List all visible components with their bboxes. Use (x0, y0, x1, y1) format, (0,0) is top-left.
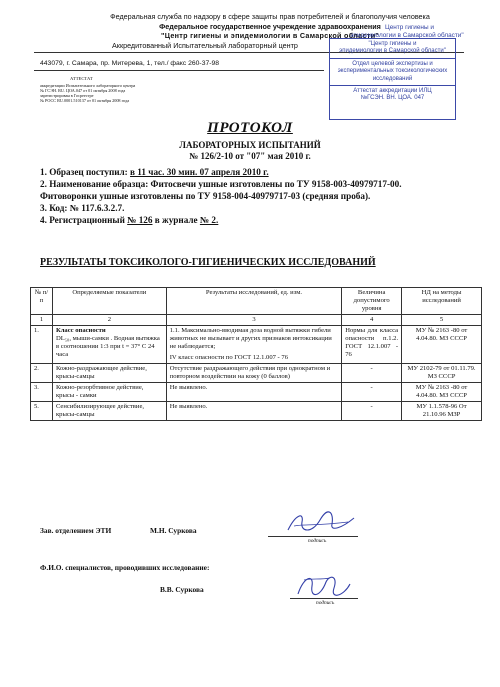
stamp-rule (330, 58, 455, 59)
stamp-overlay-line1: Центр гигиены и (385, 24, 434, 31)
head-name: М.Н. Суркова (150, 526, 197, 535)
table-header-row (31, 288, 482, 315)
stamp-line4: экспериментальных токсикологических (337, 68, 448, 75)
info-registration (40, 214, 480, 226)
info-item1-value: в 11 час. 30 мин. 07 апреля 2010 г. (130, 167, 269, 177)
col-header-num: № п/п (31, 288, 53, 315)
row-indicator-bold: Класс опасности (55, 327, 106, 334)
stamp-line6: Аттестат аккредитации ИЛЦ (353, 88, 432, 95)
row-number: 2. (31, 364, 53, 383)
col-number: 3 (166, 315, 341, 326)
row-method: МУ 2102-79 от 01.11.79. МЗ СССР (402, 364, 482, 383)
protocol-number: № 126/2-10 от "07" мая 2010 г. (189, 151, 311, 161)
col-number: 5 (402, 315, 482, 326)
signature-word-2: подпись (316, 600, 335, 606)
stamp-rule-2 (330, 85, 455, 86)
row-result (166, 326, 341, 364)
info-sample-name-2: Фитоворонки ушные изготовлены по ТУ 9158-004-40979717-03 (средняя проба). (40, 191, 371, 201)
results-title: РЕЗУЛЬТАТЫ ТОКСИКОЛОГО-ГИГИЕНИЧЕСКИХ ИССЛЕДОВАНИЙ (40, 257, 376, 268)
info-item4-label: 4. Регистрационный (40, 215, 128, 225)
row-method: МУ № 2163 -80 от 4.04.80. МЗ СССР (402, 383, 482, 402)
table-row (31, 364, 482, 383)
attestat-line1: аккредитации Испытательного лабораторного центра (40, 83, 136, 88)
info-sample-name: 2. Наименование образца: Фитосвечи ушные изготовлены по ТУ 9158-003-40979717-00. (40, 179, 402, 189)
signature-word-1: подпись (308, 538, 327, 544)
results-table (30, 287, 482, 421)
info-item4-value2: № 2. (199, 215, 219, 225)
staff-label: Ф.И.О. специалистов, проводивших исследование: (40, 563, 210, 572)
table-row (31, 383, 482, 402)
protocol-subtitle: ЛАБОРАТОРНЫХ ИСПЫТАНИЙ (179, 140, 321, 150)
row-method: МУ 1.1.578-96 От 21.10.96 МЗР (402, 402, 482, 421)
attestat-line3: зарегистрирован в Госреестре (40, 93, 94, 98)
stamp-line1: "Центр гигиены и (368, 41, 417, 47)
row-indicator (52, 326, 166, 364)
signature-line-1 (268, 536, 358, 537)
row-result: Отсутствие раздражающего действия при однократном и повторном воздействии на кожу (0 баллов) (166, 364, 341, 383)
staff-name: В.В. Суркова (160, 585, 204, 594)
row-result: Не выявлено. (166, 383, 341, 402)
row-indicator-rest: DL₅₀, мыши-самки . Водная вытяжка в соотношении 1:3 при t = 37° С 24 часа (55, 335, 160, 358)
signature-1-image (282, 508, 360, 538)
info-item1-label: 1. Образец поступил: (40, 167, 128, 177)
address-divider (34, 70, 324, 71)
header-institution: Федеральное государственное учреждение здравоохранения (159, 22, 381, 31)
col-header-indicator: Определяемые показатели (52, 288, 166, 315)
header-center: "Центр гигиены и эпидемиологии в Самарской области" (161, 31, 379, 40)
row-indicator: Сенсибилизирующее действие, крысы-самцы (52, 402, 166, 421)
table-number-row (31, 315, 482, 326)
stamp-line5: исследований (372, 75, 413, 82)
table-row (31, 402, 482, 421)
col-header-norm: Величина допустимого уровня (342, 288, 402, 315)
stamp-overlay-line2: эпидемиологии в Самарской области" (350, 32, 464, 39)
col-number: 2 (52, 315, 166, 326)
row-norm: - (342, 383, 402, 402)
info-item4-value1: № 126 (127, 215, 153, 225)
stamp-line3: Отдел целевой экспертизы и (352, 60, 433, 67)
protocol-title: ПРОТОКОЛ (207, 120, 293, 136)
row-norm: Нормы для класса опасности п.1.2. ГОСТ 12.1.007 - 76 (342, 326, 402, 364)
header-agency: Федеральная служба по надзору в сфере защиты прав потребителей и благополучия человека (110, 12, 430, 21)
row-norm: - (342, 402, 402, 421)
info-item4-mid: в журнале (154, 215, 200, 225)
col-number: 4 (342, 315, 402, 326)
row-number: 5. (31, 402, 53, 421)
row-method: МУ № 2163 -80 от 4.04.80. МЗ СССР (402, 326, 482, 364)
header-lab: Аккредитованный Испытательный лабораторный центр (112, 41, 298, 50)
attestat-line4: № РОСС RU.0001.510137 от 01 октября 2008 года (40, 98, 130, 103)
stamp-line7: №ГСЭН. ВН. ЦОА. 047 (360, 95, 425, 102)
stamp-line2: эпидемиологии в Самарской области" (339, 48, 446, 55)
row-norm: - (342, 364, 402, 383)
header-address: 443079, г. Самара, пр. Митерева, 1, тел./ факс 260-37-98 (40, 60, 220, 67)
head-label: Зав. отделением ЭТИ (40, 526, 112, 535)
row-result-part2: IV класс опасности по ГОСТ 12.1.007 - 76 (169, 354, 289, 361)
info-code: 3. Код: № 117.6.3.2.7. (40, 203, 125, 213)
attestat-line2: № ГСЭН. RU. ЦОА.047 от 01 октября 2008 года (40, 88, 126, 93)
row-indicator: Кожно-резорбтивное действие, крысы - самки (52, 383, 166, 402)
row-indicator: Кожно-раздражающее действие, крысы-самцы (52, 364, 166, 383)
info-sample-received (40, 166, 480, 178)
row-number: 3. (31, 383, 53, 402)
col-header-method: НД на методы исследований (402, 288, 482, 315)
row-result-part1: 1.1. Максимально-вводимая доза водной вытяжки гибели животных не вызывает и других признаков интоксикации не наблюдается; (169, 327, 332, 350)
table-row (31, 326, 482, 364)
attestat-heading: АТТЕСТАТ (70, 76, 93, 81)
row-number: 1. (31, 326, 53, 364)
accreditation-stamp (329, 38, 456, 120)
row-result: Не выявлено. (166, 402, 341, 421)
signature-line-2 (290, 598, 358, 599)
col-header-result: Результаты исследований, ед. изм. (166, 288, 341, 315)
col-number: 1 (31, 315, 53, 326)
signature-2-image (290, 568, 354, 602)
